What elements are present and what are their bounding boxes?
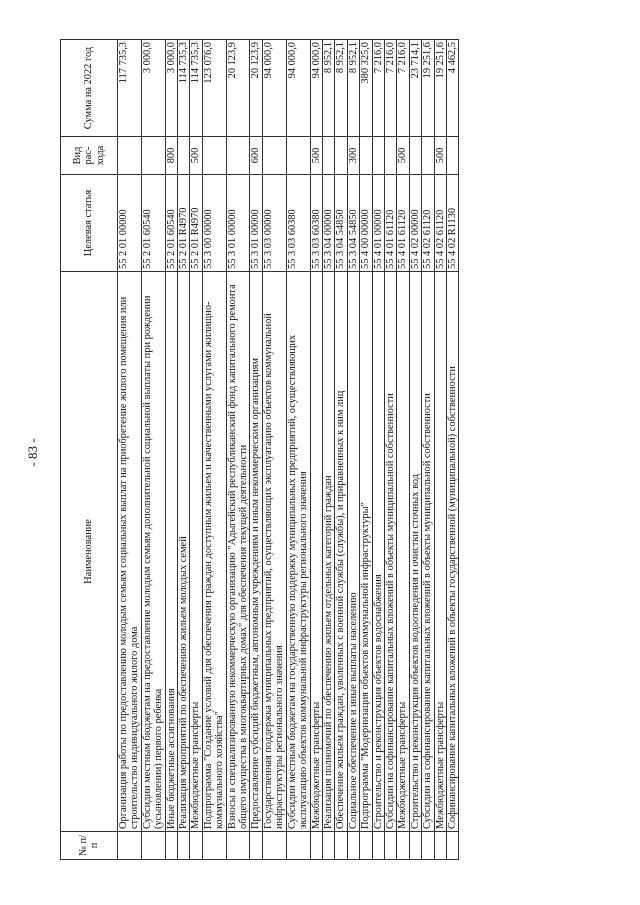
table-row: [178, 40, 190, 860]
table-row: [446, 40, 458, 860]
row-index: [434, 832, 446, 860]
row-index: [446, 832, 458, 860]
row-expense-type: 500: [310, 137, 322, 175]
row-expense-type: [178, 137, 190, 175]
row-expense-type: 600: [250, 137, 262, 175]
row-amount: 123 076,0: [202, 40, 226, 137]
header-code: Целевая статья: [61, 175, 118, 272]
row-expense-type: [335, 137, 347, 175]
row-name: Межбюджетные трансферты: [310, 272, 322, 832]
row-amount: 7 216,0: [397, 40, 409, 137]
row-name: Субсидии местным бюджетам на государственную поддержку муниципальных предприятий, осуществляющих эксплуатацию объектов коммунальной инфраструктуры регионального значения: [286, 272, 310, 832]
row-amount: 8 952,1: [322, 40, 334, 137]
row-index: [262, 832, 286, 860]
row-name: Государственная поддержка муниципальных предприятий, осуществляющих эксплуатацию объектов коммунальной инфраструктуры регионального значения: [262, 272, 286, 832]
table-row: [335, 40, 347, 860]
table-row: [409, 40, 421, 860]
row-expense-type: 500: [434, 137, 446, 175]
row-code: 55 4 00 00000: [360, 175, 372, 272]
table-row: [202, 40, 226, 860]
row-index: [397, 832, 409, 860]
row-index: [118, 832, 142, 860]
row-name: Подпрограмма "Создание условий для обеспечения граждан доступным жильем и качественными услугами жилищно-коммунального хозяйства": [202, 272, 226, 832]
row-amount: 114 735,3: [190, 40, 202, 137]
table-row: [422, 40, 434, 860]
row-amount: 114 735,3: [178, 40, 190, 137]
row-amount: 23 714,1: [409, 40, 421, 137]
row-index: [141, 832, 165, 860]
row-amount: 3 000,0: [165, 40, 177, 137]
table-row: [360, 40, 372, 860]
row-name: Организация работы по предоставлению молодым семьям социальных выплат на приобретение жилого помещения или строительство индивидуального жилого дома: [118, 272, 142, 832]
row-code: 55 4 01 61120: [384, 175, 396, 272]
row-name: Взносы в специализированную некоммерческую организацию "Адыгейский республиканский фонд капитального ремонта общего имущества в многоквартирных домах" для обеспечения текущей деятельности: [226, 272, 250, 832]
row-name: Иные бюджетные ассигнования: [165, 272, 177, 832]
row-index: [409, 832, 421, 860]
table-row: [397, 40, 409, 860]
row-index: [422, 832, 434, 860]
table-row: [384, 40, 396, 860]
header-name: Наименование: [61, 272, 118, 832]
row-index: [250, 832, 262, 860]
row-expense-type: [422, 137, 434, 175]
table-row: [434, 40, 446, 860]
row-amount: 19 251,6: [434, 40, 446, 137]
row-name: Межбюджетные трансферты: [397, 272, 409, 832]
row-index: [286, 832, 310, 860]
row-code: 55 3 04 54850: [335, 175, 347, 272]
budget-table: [60, 39, 459, 860]
row-name: Субсидии местным бюджетам на предоставление молодым семьям дополнительной социальной выплаты при рождении (усыновлении) первого ребенка: [141, 272, 165, 832]
row-index: [310, 832, 322, 860]
row-expense-type: [409, 137, 421, 175]
row-name: Софинансирование капитальных вложений в объекты государственной (муниципальной) собственности: [446, 272, 458, 832]
row-amount: 94 000,0: [310, 40, 322, 137]
row-code: 55 2 01 R4970: [190, 175, 202, 272]
row-code: 55 2 01 60540: [165, 175, 177, 272]
table-row: [250, 40, 262, 860]
row-amount: 94 000,0: [262, 40, 286, 137]
row-amount: 8 952,1: [335, 40, 347, 137]
row-amount: 94 000,0: [286, 40, 310, 137]
row-code: 55 4 02 61120: [434, 175, 446, 272]
header-amount: Сумма на 2022 год: [61, 40, 118, 137]
header-expense-type: Вид рас-хода: [61, 137, 118, 175]
row-amount: 4 462,5: [446, 40, 458, 137]
row-index: [360, 832, 372, 860]
row-index: [335, 832, 347, 860]
table-row: [165, 40, 177, 860]
row-name: Подпрограмма "Модернизация объектов коммунальной инфраструктуры": [360, 272, 372, 832]
row-amount: 3 000,0: [141, 40, 165, 137]
row-name: Субсидии на софинансирование капитальных вложений в объекты муниципальной собственности: [384, 272, 396, 832]
row-expense-type: [372, 137, 384, 175]
row-expense-type: 800: [165, 137, 177, 175]
row-expense-type: [446, 137, 458, 175]
row-amount: 380 325,0: [360, 40, 372, 137]
row-name: Строительство и реконструкция объектов водоотведения и очистки сточных вод: [409, 272, 421, 832]
table-row: [310, 40, 322, 860]
row-name: Реализация мероприятий по обеспечению жильем молодых семей: [178, 272, 190, 832]
row-amount: 19 251,6: [422, 40, 434, 137]
row-code: 55 3 03 60380: [310, 175, 322, 272]
row-index: [226, 832, 250, 860]
row-name: Строительство и реконструкция объектов водоснабжения: [372, 272, 384, 832]
row-name: Реализация полномочий по обеспечению жильем отдельных категорий граждан: [322, 272, 334, 832]
row-code: 55 4 02 61120: [422, 175, 434, 272]
row-code: 55 4 02 R1130: [446, 175, 458, 272]
table-row: [372, 40, 384, 860]
row-code: 55 4 02 00000: [409, 175, 421, 272]
table-row: [141, 40, 165, 860]
header-index: № п/п: [61, 832, 118, 860]
row-index: [372, 832, 384, 860]
row-expense-type: [118, 137, 142, 175]
row-code: 55 2 01 R4970: [178, 175, 190, 272]
table-body: [118, 40, 459, 860]
budget-table-container: [60, 40, 560, 860]
row-name: Обеспечение жильем граждан, уволенных с военной службы (службы), и приравненных к ним лиц: [335, 272, 347, 832]
row-expense-type: [262, 137, 286, 175]
row-code: 55 3 04 00000: [322, 175, 334, 272]
page-number: - 83 -: [25, 438, 40, 467]
row-code: 55 3 04 54850: [347, 175, 359, 272]
row-amount: 7 216,0: [384, 40, 396, 137]
row-amount: 117 735,3: [118, 40, 142, 137]
table-row: [118, 40, 142, 860]
row-expense-type: 300: [347, 137, 359, 175]
row-expense-type: [322, 137, 334, 175]
row-expense-type: 500: [190, 137, 202, 175]
table-row: [286, 40, 310, 860]
row-index: [322, 832, 334, 860]
row-expense-type: [226, 137, 250, 175]
table-row: [190, 40, 202, 860]
table-row: [347, 40, 359, 860]
row-index: [178, 832, 190, 860]
row-amount: 20 123,9: [250, 40, 262, 137]
row-index: [384, 832, 396, 860]
header-row: [61, 40, 118, 860]
row-name: Предоставление субсидий бюджетным, автономным учреждениям и иным некоммерческим организациям: [250, 272, 262, 832]
row-index: [190, 832, 202, 860]
table-header: [61, 40, 118, 860]
row-expense-type: [360, 137, 372, 175]
row-index: [165, 832, 177, 860]
row-code: 55 3 01 00000: [250, 175, 262, 272]
row-amount: 8 952,1: [347, 40, 359, 137]
row-name: Социальное обеспечение и иные выплаты населению: [347, 272, 359, 832]
row-expense-type: [286, 137, 310, 175]
table-row: [322, 40, 334, 860]
row-code: 55 3 00 00000: [202, 175, 226, 272]
row-code: 55 3 03 60380: [286, 175, 310, 272]
row-name: Субсидии на софинансирование капитальных вложений в объекты муниципальной собственности: [422, 272, 434, 832]
row-index: [202, 832, 226, 860]
row-index: [347, 832, 359, 860]
row-amount: 7 216,0: [372, 40, 384, 137]
row-code: 55 2 01 60540: [141, 175, 165, 272]
row-code: 55 3 03 00000: [262, 175, 286, 272]
row-code: 55 4 01 61120: [397, 175, 409, 272]
row-expense-type: [202, 137, 226, 175]
row-expense-type: [141, 137, 165, 175]
table-row: [262, 40, 286, 860]
row-code: 55 4 01 00000: [372, 175, 384, 272]
row-code: 55 2 01 00000: [118, 175, 142, 272]
row-expense-type: 500: [397, 137, 409, 175]
row-name: Межбюджетные трансферты: [434, 272, 446, 832]
row-code: 55 3 01 00000: [226, 175, 250, 272]
row-amount: 20 123,9: [226, 40, 250, 137]
row-name: Межбюджетные трансферты: [190, 272, 202, 832]
table-row: [226, 40, 250, 860]
row-expense-type: [384, 137, 396, 175]
